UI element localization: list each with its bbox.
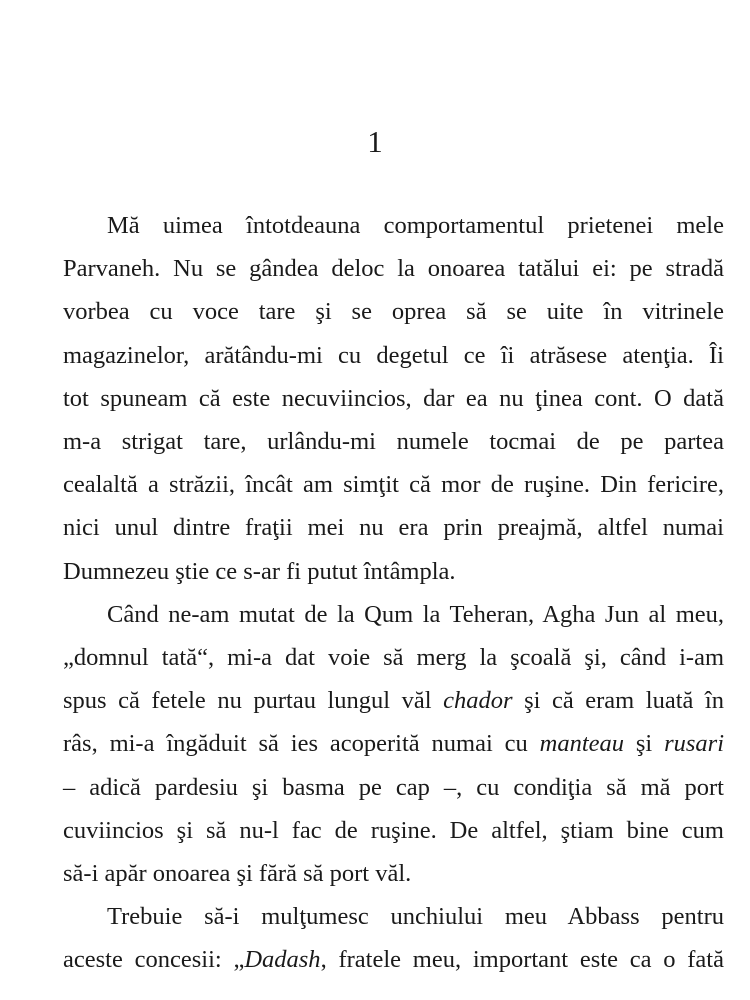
body-text <box>19 204 724 982</box>
text-line: Dumnezeu ştie ce s-ar fi putut întâmpla. <box>63 557 456 585</box>
text-run: să-i apăr onoarea şi fără să port văl. <box>63 860 412 888</box>
text-run: şi că eram luată în <box>512 687 724 715</box>
text-line <box>19 679 724 722</box>
paragraph-2 <box>19 593 724 895</box>
paragraph-1 <box>19 204 724 593</box>
italic-term: manteau <box>539 730 624 758</box>
text-run: cuviincios şi să nu-l fac de ruşine. De altfel, ştiam bine cum <box>63 816 724 844</box>
text-run: Trebuie să-i mulţumesc unchiului meu Abbass pentru <box>107 903 724 931</box>
text-line: m-a strigat tare, urlându-mi numele tocmai de pe partea <box>63 428 724 456</box>
text-line <box>19 895 724 938</box>
paragraph-3 <box>19 895 724 981</box>
italic-term: Dadash <box>244 946 321 974</box>
text-line <box>19 722 724 765</box>
text-line: magazinelor, arătându-mi cu degetul ce îi atrăsese atenţia. Îi <box>63 341 724 369</box>
text-run: „domnul tată“, mi-a dat voie să merg la şcoală şi, când i-am <box>63 644 724 672</box>
text-line <box>19 593 724 636</box>
text-run: aceste concesii: „ <box>63 946 245 974</box>
text-line: tot spuneam că este necuviincios, dar ea nu ţinea cont. O dată <box>63 384 724 412</box>
italic-term: rusari <box>664 730 725 758</box>
text-line <box>19 938 724 981</box>
text-line: Parvaneh. Nu se gândea deloc la onoarea tatălui ei: pe stradă <box>63 255 724 283</box>
italic-term: chador <box>443 687 513 715</box>
text-line <box>19 636 724 679</box>
text-run: , fratele meu, important este ca o fată <box>320 946 724 974</box>
text-line <box>19 766 724 809</box>
text-run: – adică pardesiu şi basma pe cap –, cu condiţia să mă port <box>63 773 724 801</box>
text-line: vorbea cu voce tare şi se oprea să se uite în vitrinele <box>63 298 724 326</box>
text-line <box>19 852 724 895</box>
text-line: cealaltă a străzii, încât am simţit că mor de ruşine. Din fericire, <box>63 471 724 499</box>
chapter-number: 1 <box>367 124 383 159</box>
text-run: Când ne-am mutat de la Qum la Teheran, Agha Jun al meu, <box>107 600 724 628</box>
text-line: Mă uimea întotdeauna comportamentul prietenei mele <box>107 212 724 239</box>
text-run: şi <box>624 730 665 758</box>
text-line: nici unul dintre fraţii mei nu era prin preajmă, altfel numai <box>63 514 724 542</box>
text-run: spus că fetele nu purtau lungul văl <box>63 687 444 715</box>
text-line <box>19 809 724 852</box>
text-run: râs, mi-a îngăduit să ies acoperită numai cu <box>63 730 540 758</box>
